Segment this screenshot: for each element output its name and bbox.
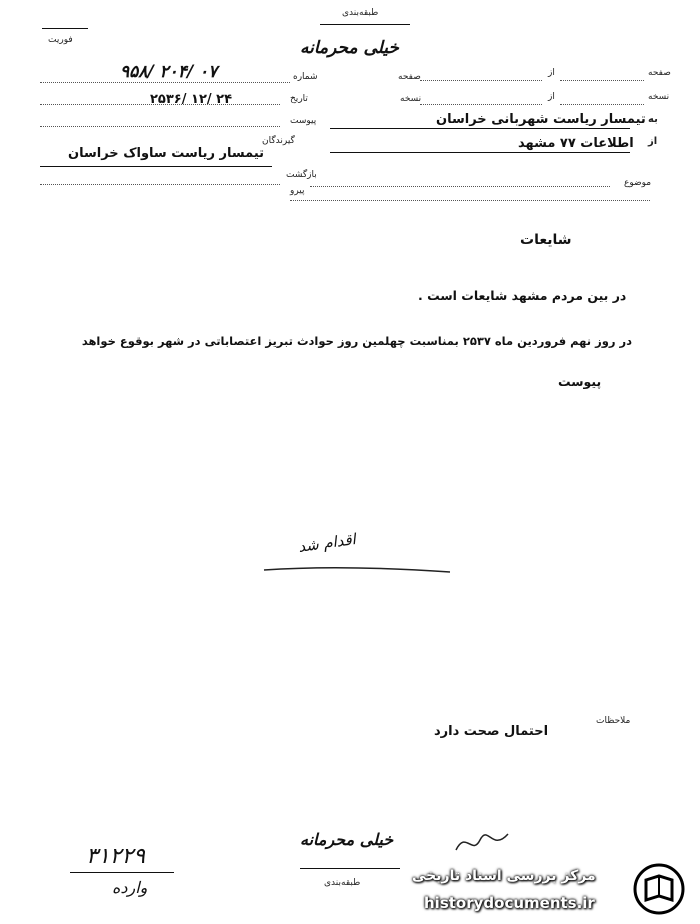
attachment-label: پیوست xyxy=(290,116,317,126)
classification-label: طبقه‌بندی xyxy=(342,8,379,18)
page-of-dotline xyxy=(420,80,542,81)
page-label: صفحه xyxy=(648,68,671,78)
from-rule xyxy=(330,152,630,153)
page-label-2: صفحه xyxy=(398,72,421,82)
number-label: شماره xyxy=(293,72,318,82)
watermark-title: مرکز بررسی اسناد تاریخی xyxy=(412,868,596,884)
page-of-label: از xyxy=(548,68,555,78)
handwritten-note: وارده xyxy=(112,878,148,897)
priority-rule xyxy=(42,28,88,29)
body-paragraph-3: پیوست xyxy=(558,374,602,389)
copy-of-label: از xyxy=(548,92,555,102)
remarks-label: ملاحظات xyxy=(596,716,631,726)
recipients-rule xyxy=(40,166,272,167)
page-dotline xyxy=(560,80,644,81)
subject-dotline xyxy=(310,186,610,187)
body-paragraph-2: در روز نهم فروردین ماه ۲۵۳۷ بمناسبت چهلمین روز حوادث تبریز اعتصاباتی در شهر بوقوع خواهد xyxy=(81,334,632,348)
copy-dotline xyxy=(560,104,644,105)
from-label: از xyxy=(648,136,658,147)
remarks-value: احتمال صحت دارد xyxy=(434,724,549,739)
to-label: به xyxy=(648,114,658,125)
number-dotline xyxy=(40,82,290,83)
to-rule xyxy=(330,128,630,129)
copy-of-dotline xyxy=(420,104,542,105)
number-value: ۹۵۸/ ۲۰۴/ ۰۷ xyxy=(120,62,218,82)
classification-stamp: خیلی محرمانه xyxy=(300,38,399,58)
handwritten-number-rule xyxy=(70,872,174,873)
archive-dotline xyxy=(40,184,280,185)
date-value: ۲۵۳۶/ ۱۲/ ۲۴ xyxy=(150,92,233,107)
watermark-url: historydocuments.ir xyxy=(424,894,595,912)
to-value: تیمسار ریاست شهربانی خراسان xyxy=(436,112,646,127)
from-value: اطلاعات ۷۷ مشهد xyxy=(518,136,634,151)
footer-classification-rule xyxy=(300,868,400,869)
recipients-value: تیمسار ریاست ساواک خراسان xyxy=(68,146,265,161)
subject-dotline-2 xyxy=(290,200,650,201)
archive-label: بازگشت xyxy=(286,170,317,180)
footer-classification-label: طبقه‌بندی xyxy=(324,878,361,888)
watermark-logo-icon xyxy=(632,862,686,916)
classification-rule xyxy=(320,24,410,25)
copy-label: نسخه xyxy=(648,92,670,102)
recipients-label: گیرندگان xyxy=(262,136,295,146)
body-heading: شایعات xyxy=(520,232,572,248)
copy-label-2: نسخه xyxy=(400,94,422,104)
priority-label: فوریت xyxy=(48,35,73,45)
handwritten-number: ۳۱۲۲۹ xyxy=(86,844,146,869)
body-paragraph-1: در بین مردم مشهد شایعات است . xyxy=(418,288,627,303)
reference-label: پیرو xyxy=(290,186,305,196)
subject-label: موضوع xyxy=(624,178,652,188)
handwritten-signature: اقدام شد xyxy=(297,530,357,556)
attachment-dotline xyxy=(40,126,280,127)
signature-scribble xyxy=(452,826,512,860)
footer-classification-stamp: خیلی محرمانه xyxy=(300,830,394,849)
signature-underline xyxy=(262,560,452,580)
date-label: تاریخ xyxy=(290,94,308,104)
